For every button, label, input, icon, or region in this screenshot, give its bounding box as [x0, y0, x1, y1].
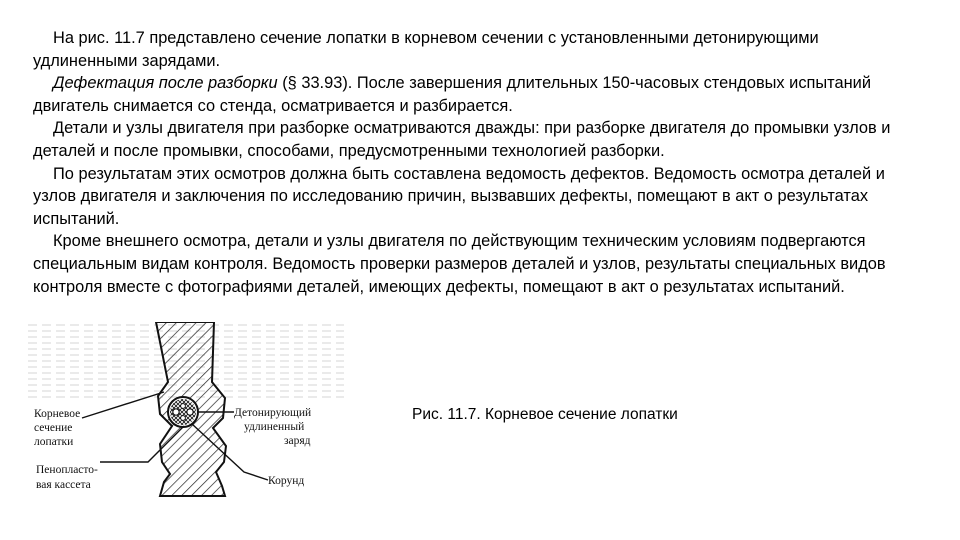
paragraph-1: На рис. 11.7 представлено сечение лопатки в корневом сечении с установленными детонирующими удлиненными зарядами.	[33, 29, 819, 70]
label-foam-2: вая кассета	[36, 479, 91, 491]
figure-caption: Рис. 11.7. Корневое сечение лопатки	[412, 406, 678, 423]
label-charge-1: Детонирующий	[234, 407, 312, 419]
paragraph-5: Кроме внешнего осмотра, детали и узлы двигателя по действующим техническим условиям подвергаются специальным видам контроля. Ведомость проверки размеров деталей и узлов, результаты специальных видов контроля вместе с фотографиями деталей, имеющих дефекты, помещают в акт о результатах испытаний.	[33, 232, 886, 296]
section-heading-defect: Дефектация после разборки	[53, 74, 278, 93]
label-root-3: лопатки	[34, 436, 74, 448]
label-charge-3: заряд	[284, 435, 311, 447]
body-text	[33, 27, 913, 298]
blade-root-diagram	[28, 322, 344, 498]
label-foam-1: Пенопласто-	[36, 464, 98, 476]
label-root-2: сечение	[34, 422, 73, 434]
blade-root-figure	[28, 322, 344, 498]
label-charge-2: удлиненный	[244, 421, 305, 433]
paragraph-3: Детали и узлы двигателя при разборке осматриваются дважды: при разборке двигателя до промывки узлов и деталей и после промывки, способами, предусмотренными технологией разборки.	[33, 119, 891, 160]
paragraph-2: Дефектация после разборки (§ 33.93). После завершения длительных 150-часовых стендовых испытаний двигатель снимается со стенда, осматривается и разбирается.	[33, 74, 871, 115]
label-root-1: Корневое	[34, 408, 81, 420]
label-corundum: Корунд	[268, 475, 305, 487]
paragraph-4: По результатам этих осмотров должна быть составлена ведомость дефектов. Ведомость осмотра деталей и узлов двигателя и заключения по исследованию причин, вызвавших дефекты, помещают в акт о результатах испытаний.	[33, 164, 885, 228]
